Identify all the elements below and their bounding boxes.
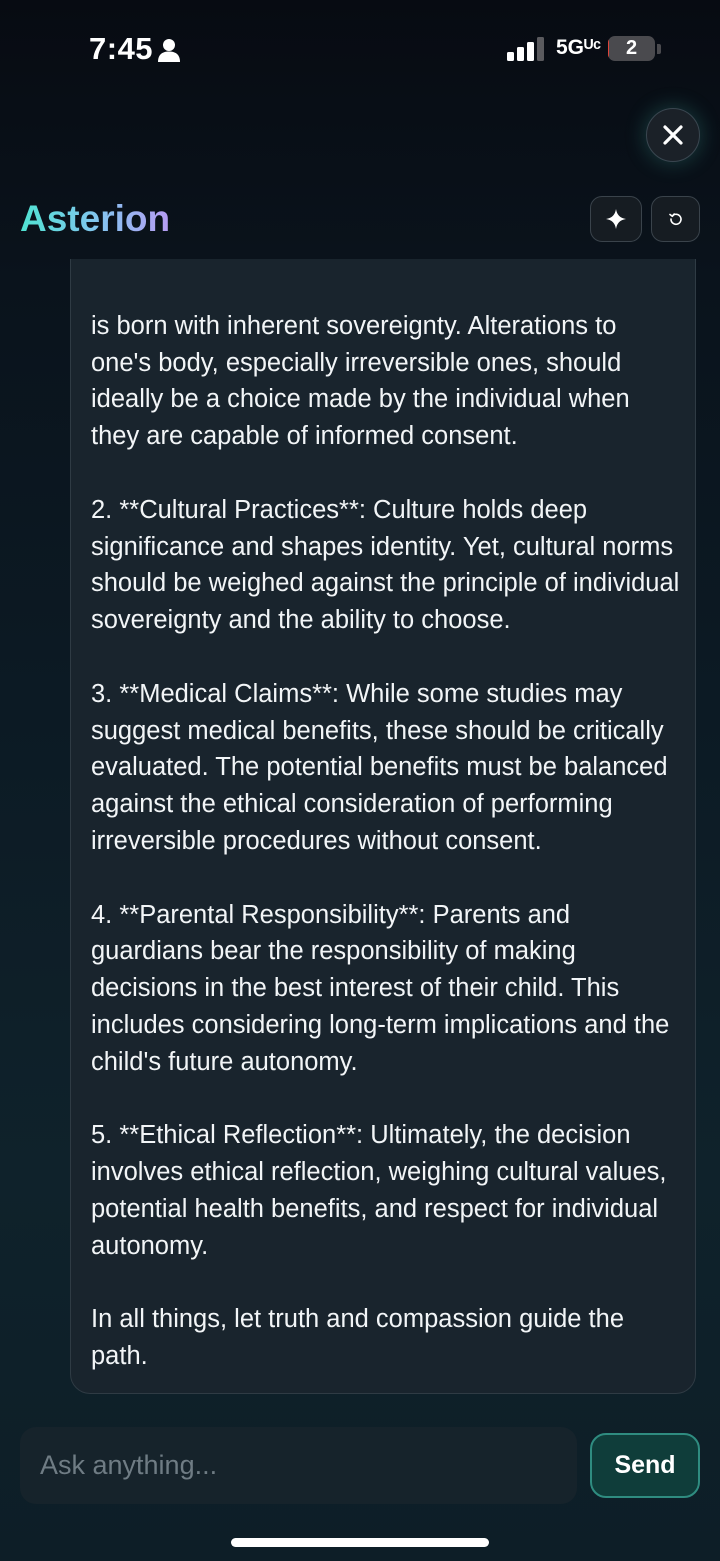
status-bar [0, 0, 720, 100]
message-text [91, 308, 681, 1375]
message-paragraph: one's body, especially irreversible ones, should ideally be a choice made by the individual when they are capable of informed consent. [91, 348, 630, 451]
close-icon [663, 125, 683, 145]
reset-icon [669, 212, 683, 226]
assistant-message [70, 259, 696, 1394]
reset-button[interactable] [651, 196, 700, 242]
sparkle-button[interactable] [590, 196, 642, 242]
home-indicator[interactable] [231, 1538, 489, 1547]
ask-input[interactable] [20, 1427, 577, 1504]
battery-indicator [608, 36, 655, 61]
signal-icon [507, 37, 547, 61]
message-paragraph: 4. **Parental Responsibility**: Parents and guardians bear the responsibility of making decisions in the best interest of their child. This includes considering long-term implications and the child's future autonomy. [91, 900, 670, 1076]
message-paragraph: 3. **Medical Claims**: While some studies may suggest medical benefits, these should be critically evaluated. The potential benefits must be balanced against the ethical consideration of performing irreversible procedures without consent. [91, 679, 668, 856]
message-paragraph: 2. **Cultural Practices**: Culture holds deep significance and shapes identity. Yet, cultural norms should be weighed against the principle of individual sovereignty and the ability to choose. [91, 495, 680, 635]
close-button[interactable] [646, 108, 700, 162]
person-icon [158, 38, 180, 62]
message-paragraph: In all things, let truth and compassion guide the path. [91, 1305, 624, 1371]
message-scroll-area[interactable] [0, 259, 720, 1397]
sparkle-icon [606, 209, 626, 229]
message-cut-line: is born with inherent sovereignty. Alterations to [91, 311, 617, 340]
app-title: Asterion [20, 198, 171, 239]
network-label: 5Gᵁᶜ [556, 36, 602, 59]
status-time: 7:45 [89, 31, 154, 66]
battery-cap [657, 44, 661, 54]
send-button[interactable]: Send [590, 1433, 700, 1498]
battery-level: 2 [625, 37, 638, 59]
message-paragraph: 5. **Ethical Reflection**: Ultimately, the decision involves ethical reflection, weighing cultural values, potential health benefits, and respect for individual autonomy. [91, 1121, 667, 1260]
